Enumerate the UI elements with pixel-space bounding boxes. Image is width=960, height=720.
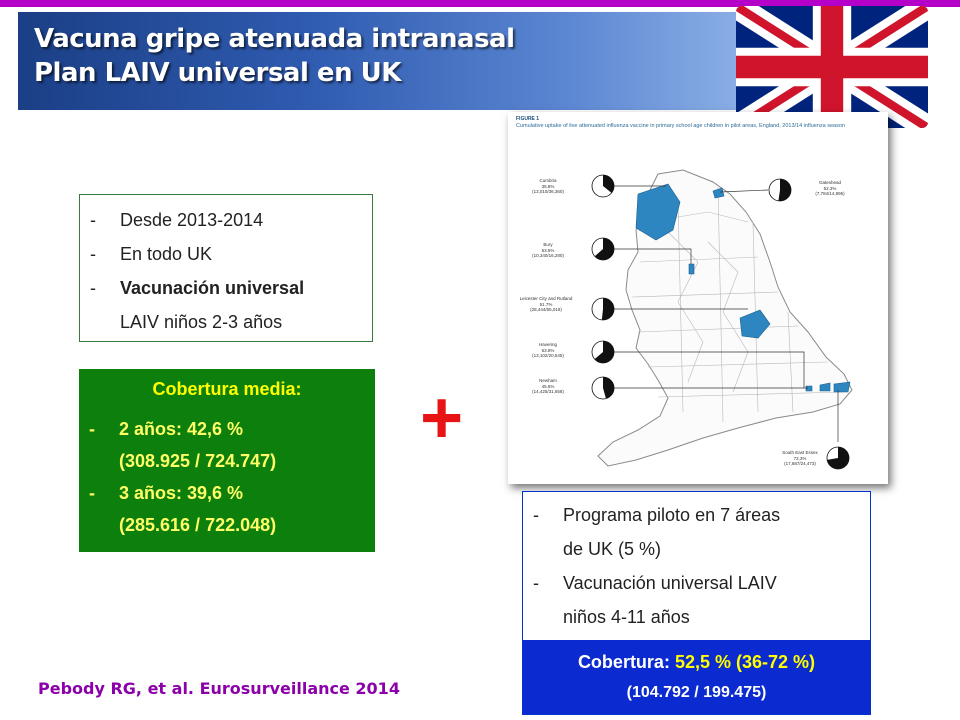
pilot-coverage-label: Cobertura: — [577, 652, 670, 672]
figure-caption: Cumulative uptake of live attenuated influenza vaccine in primary school age children in pilot areas, England, 2013/14 influenza season — [516, 123, 845, 129]
figure-label: FIGURE 1 — [516, 116, 540, 122]
info-list — [90, 203, 304, 339]
map-figure — [508, 112, 888, 484]
bury-area — [689, 264, 694, 274]
area-label-gateshead: Gateshead 52.3% (7,784/14,895) — [815, 180, 845, 196]
list-item: - 2 años: 42,6 % — [89, 419, 244, 439]
slide-title — [34, 22, 515, 90]
title-line-2: Plan LAIV universal en UK — [34, 58, 401, 88]
plus-sign: + — [420, 376, 464, 459]
reference-citation: Pebody RG, et al. Eurosurveillance 2014 — [38, 679, 400, 698]
area-label-havering: Havering 63.8% (13,102/20,545) — [532, 342, 564, 358]
pilot-box — [522, 491, 871, 715]
area-label-leicester: Leicester City and Rutland 51.7% (28,444/55,019) — [519, 296, 573, 312]
se-essex-area — [834, 382, 850, 392]
coverage-title: Cobertura media: — [152, 379, 302, 399]
coverage-list — [89, 413, 276, 541]
area-label-newham: Newham 45.6% (14,425/31,658) — [532, 378, 564, 394]
coverage-box — [79, 369, 375, 552]
pilot-coverage-detail: (104.792 / 199.475) — [626, 684, 767, 701]
list-item: niños 4-11 años — [563, 607, 690, 627]
title-line-1: Vacuna gripe atenuada intranasal — [34, 24, 515, 54]
area-label-bury: Bury 63.5% (10,340/16,280) — [532, 242, 564, 258]
pilot-coverage-value: 52,5 % (36-72 %) — [674, 652, 816, 672]
pilot-coverage-line — [523, 652, 870, 673]
list-item: (285.616 / 722.048) — [119, 515, 277, 535]
area-label-cumbria: Cumbria 35.8% (13,010/36,360) — [532, 178, 564, 194]
info-box — [79, 194, 373, 342]
pie-slice-leicester-city-and-rutland — [602, 298, 614, 320]
area-label-se-essex: South East Essex 72.3% (17,687/24,473) — [782, 450, 818, 466]
list-item: - En todo UK — [90, 244, 213, 264]
uk-flag-image — [736, 6, 928, 128]
list-item: - Programa piloto en 7 áreas — [533, 505, 781, 525]
list-item: - Vacunación universal — [90, 278, 305, 298]
newham-area — [806, 386, 812, 391]
list-item: - Vacunación universal LAIV — [533, 573, 777, 593]
list-item: - 3 años: 39,6 % — [89, 483, 244, 503]
list-item: de UK (5 %) — [563, 539, 662, 559]
union-jack-icon — [736, 6, 928, 128]
list-item: LAIV niños 2-3 años — [120, 312, 283, 332]
pilot-list — [533, 498, 780, 634]
list-item: - Desde 2013-2014 — [90, 210, 264, 230]
pilot-coverage-panel — [523, 640, 870, 714]
pie-slice-gateshead — [778, 179, 791, 201]
list-item: (308.925 / 724.747) — [119, 451, 277, 471]
